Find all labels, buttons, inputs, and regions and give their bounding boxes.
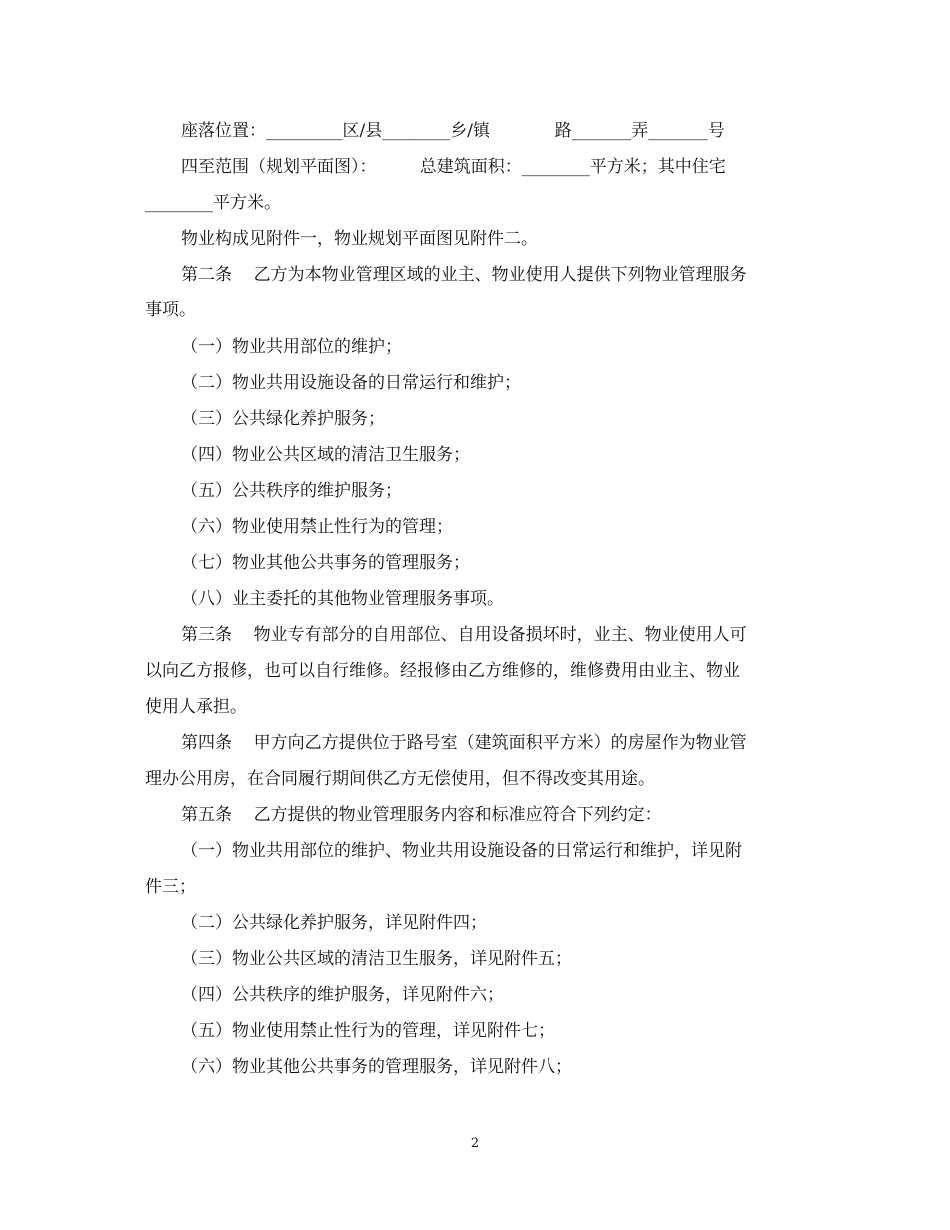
list-item-6: （六）物业使用禁止性行为的管理； xyxy=(181,517,453,537)
service-standard-item-4: （四）公共秩序的维护服务，详见附件六； xyxy=(181,985,504,1005)
text-line-article-5: 第五条 乙方提供的物业管理服务内容和标准应符合下列约定： xyxy=(181,805,662,825)
text-line-article-3-end: 使用人承担。 xyxy=(145,697,247,717)
text-line-article-2-continued: 事项。 xyxy=(145,300,196,320)
list-item-8: （八）业主委托的其他物业管理服务事项。 xyxy=(181,589,504,609)
text-line-article-3-continued: 以向乙方报修，也可以自行维修。经报修由乙方维修的，维修费用由业主、物业 xyxy=(145,661,740,681)
list-item-4: （四）物业公共区域的清洁卫生服务； xyxy=(181,445,470,465)
service-standard-item-5: （五）物业使用禁止性行为的管理，详见附件七； xyxy=(181,1021,555,1041)
list-item-5: （五）公共秩序的维护服务； xyxy=(181,481,402,501)
text-line-boundary-area: 四至范围（规划平面图）： 总建筑面积：________平方米；其中住宅 xyxy=(181,157,726,177)
page-number: 2 xyxy=(470,1136,480,1151)
list-item-1: （一）物业共用部位的维护； xyxy=(181,337,402,357)
text-line-property-composition: 物业构成见附件一，物业规划平面图见附件二。 xyxy=(181,229,538,249)
service-standard-item-1-continued: 件三； xyxy=(145,877,196,897)
list-item-3: （三）公共绿化养护服务； xyxy=(181,409,385,429)
text-line-location: 座落位置：_________区/县________乡/镇 路_______弄_______号 xyxy=(181,121,725,141)
text-line-article-2: 第二条 乙方为本物业管理区域的业主、物业使用人提供下列物业管理服务 xyxy=(181,265,747,285)
service-standard-item-3: （三）物业公共区域的清洁卫生服务，详见附件五； xyxy=(181,949,572,969)
service-standard-item-1: （一）物业共用部位的维护、物业共用设施设备的日常运行和维护，详见附 xyxy=(181,841,742,861)
text-line-article-4-continued: 理办公用房，在合同履行期间供乙方无偿使用，但不得改变其用途。 xyxy=(145,769,655,789)
text-line-article-3: 第三条 物业专有部分的自用部位、自用设备损坏时，业主、物业使用人可 xyxy=(181,625,747,645)
list-item-2: （二）物业共用设施设备的日常运行和维护； xyxy=(181,373,521,393)
service-standard-item-6: （六）物业其他公共事务的管理服务，详见附件八； xyxy=(181,1057,572,1077)
text-line-article-4: 第四条 甲方向乙方提供位于路号室（建筑面积平方米）的房屋作为物业管 xyxy=(181,733,747,753)
text-line-residential-area: ________平方米。 xyxy=(145,193,281,213)
service-standard-item-2: （二）公共绿化养护服务，详见附件四； xyxy=(181,913,487,933)
list-item-7: （七）物业其他公共事务的管理服务； xyxy=(181,553,470,573)
